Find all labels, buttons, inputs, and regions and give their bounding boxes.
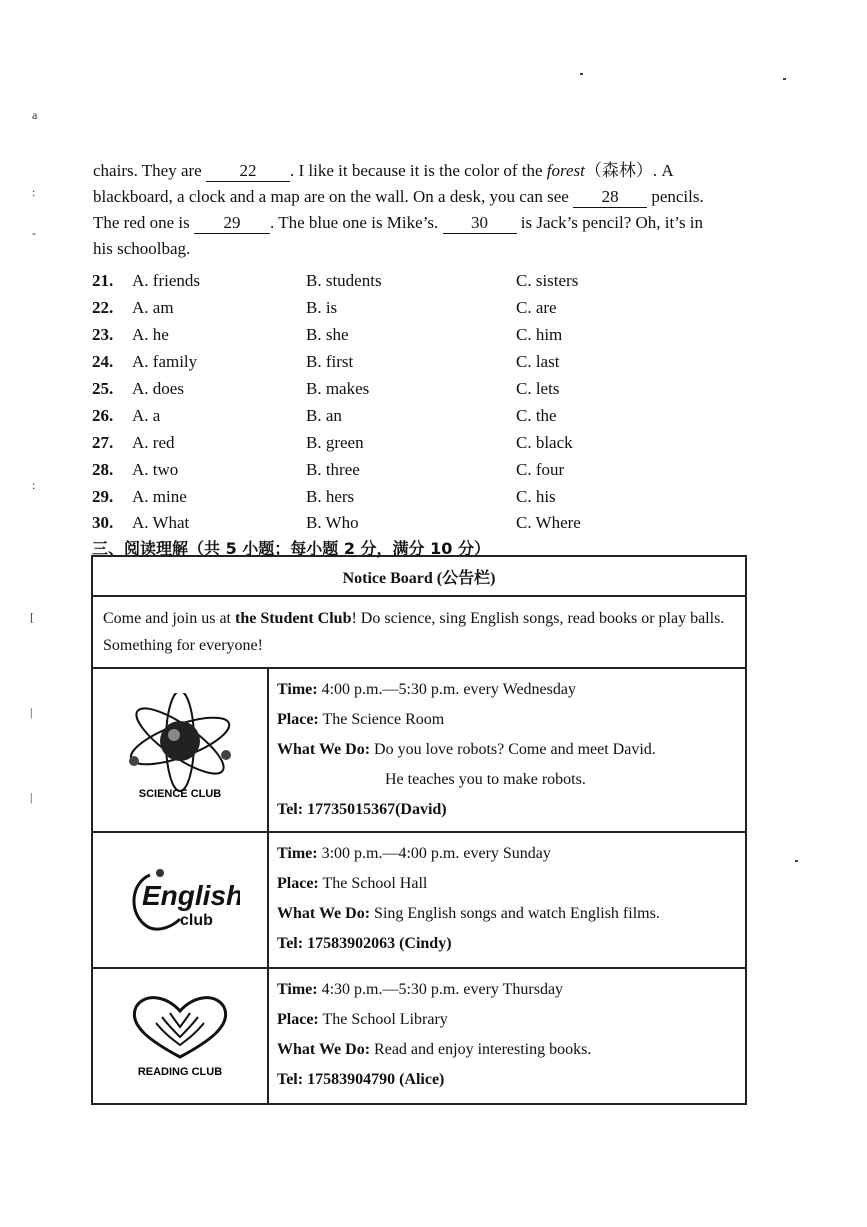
blank-22: 22 xyxy=(206,161,290,182)
option-b[interactable]: B. green xyxy=(306,432,364,452)
intro-text: Come and join us at xyxy=(103,610,231,627)
option-c[interactable]: C. Where xyxy=(516,513,581,533)
board-intro xyxy=(92,596,746,668)
passage-line xyxy=(93,210,761,236)
question-number: 23. xyxy=(92,325,114,345)
margin-mark: : xyxy=(32,478,36,492)
passage-line xyxy=(93,158,761,184)
club-place: The Science Room xyxy=(322,711,445,728)
science-club-logo xyxy=(92,668,268,832)
club-row-reading xyxy=(92,968,746,1104)
reading-club-info xyxy=(268,968,746,1104)
margin-mark: | xyxy=(30,705,33,719)
option-a[interactable]: A. does xyxy=(132,379,184,398)
blank-29: 29 xyxy=(194,213,270,234)
option-row xyxy=(92,456,712,483)
heart-book-icon xyxy=(120,989,240,1079)
passage-text: . The blue one is Mike’s. xyxy=(270,213,439,232)
option-a[interactable]: A. What xyxy=(132,513,190,533)
blank-28: 28 xyxy=(573,187,647,208)
option-row xyxy=(92,483,712,510)
option-a[interactable]: A. he xyxy=(132,325,169,345)
english-club-info xyxy=(268,832,746,968)
time-label: Time: xyxy=(277,845,318,862)
margin-mark: a xyxy=(32,108,38,122)
intro-text: ! Do science, sing English songs, read books or play balls. Something for everyone! xyxy=(103,610,725,654)
margin-mark: - xyxy=(32,226,36,240)
atom-icon xyxy=(120,693,240,803)
option-row xyxy=(92,349,712,376)
scan-speck xyxy=(783,78,786,80)
option-a[interactable]: A. red xyxy=(132,432,175,452)
club-activity: Read and enjoy interesting books. xyxy=(374,1041,592,1058)
option-b[interactable]: B. she xyxy=(306,325,349,345)
passage-text: is Jack’s pencil? Oh, it’s in xyxy=(520,213,704,232)
notice-board xyxy=(91,555,747,1105)
club-tel: Tel: 17583904790 (Alice) xyxy=(277,1071,445,1088)
club-tel: Tel: 17735015367(David) xyxy=(277,801,447,818)
margin-mark: [ xyxy=(30,610,34,624)
club-activity: Sing English songs and watch English films. xyxy=(374,905,660,922)
option-row xyxy=(92,402,712,429)
option-a[interactable]: A. family xyxy=(132,352,198,372)
option-b[interactable]: B. an xyxy=(306,405,342,425)
option-a[interactable]: A. mine xyxy=(132,486,187,506)
blank-30: 30 xyxy=(443,213,517,234)
section-heading: 三、阅读理解（共 5 小题；每小题 2 分，满分 10 分） xyxy=(92,539,490,558)
question-number: 28. xyxy=(92,459,114,479)
option-b[interactable]: B. is xyxy=(306,298,338,318)
option-c[interactable]: C. are xyxy=(516,298,557,318)
option-c[interactable]: C. four xyxy=(516,459,565,479)
reading-club-logo xyxy=(92,968,268,1104)
what-label: What We Do: xyxy=(277,1041,371,1058)
club-time: 3:00 p.m.—4:00 p.m. every Sunday xyxy=(321,845,551,862)
passage-line xyxy=(93,184,761,210)
club-row-science xyxy=(92,668,746,832)
question-number: 26. xyxy=(92,405,114,425)
margin-mark: : xyxy=(32,185,36,199)
club-place: The School Hall xyxy=(322,875,428,892)
reading-club-logo-text: READING CLUB xyxy=(137,1065,223,1078)
option-b[interactable]: B. students xyxy=(306,271,382,291)
passage-text: . I like it because it is the color of the xyxy=(289,161,543,180)
option-row xyxy=(92,510,712,537)
club-time: 4:00 p.m.—5:30 p.m. every Wednesday xyxy=(321,681,576,698)
what-label: What We Do: xyxy=(277,741,371,758)
option-c[interactable]: C. black xyxy=(516,432,573,452)
club-activity-cont: He teaches you to make robots. xyxy=(385,771,586,788)
option-row xyxy=(92,376,712,403)
passage-text: blackboard, a clock and a map are on the wall. On a desk, you can see xyxy=(93,187,569,206)
option-a[interactable]: A. friends xyxy=(132,271,200,291)
place-label: Place: xyxy=(277,711,319,728)
option-b[interactable]: B. makes xyxy=(306,379,370,398)
option-row xyxy=(92,295,712,322)
option-c[interactable]: C. sisters xyxy=(516,271,579,291)
question-number: 24. xyxy=(92,352,114,372)
science-club-info xyxy=(268,668,746,832)
option-b[interactable]: B. first xyxy=(306,352,354,372)
option-c[interactable]: C. him xyxy=(516,325,563,345)
option-c[interactable]: C. his xyxy=(516,486,556,506)
english-club-logo-text: English xyxy=(142,879,240,911)
intro-club-name: the Student Club xyxy=(234,610,352,627)
time-label: Time: xyxy=(277,981,318,998)
english-club-logo-subtext: club xyxy=(180,911,213,929)
question-number: 27. xyxy=(92,432,114,452)
question-number: 22. xyxy=(92,298,114,318)
passage-text: （森林）. A xyxy=(584,161,674,180)
margin-mark: | xyxy=(30,790,33,804)
passage-forest-word: forest xyxy=(546,161,585,180)
option-a[interactable]: A. two xyxy=(132,459,179,479)
option-row xyxy=(92,429,712,456)
option-b[interactable]: B. Who xyxy=(306,513,359,533)
option-c[interactable]: C. the xyxy=(516,405,557,425)
place-label: Place: xyxy=(277,875,319,892)
what-label: What We Do: xyxy=(277,905,371,922)
option-b[interactable]: B. hers xyxy=(306,486,355,506)
club-place: The School Library xyxy=(322,1011,448,1028)
option-a[interactable]: A. a xyxy=(132,405,161,425)
science-club-logo-text: SCIENCE CLUB xyxy=(138,787,222,800)
time-label: Time: xyxy=(277,681,318,698)
scan-speck xyxy=(795,860,798,862)
question-number: 29. xyxy=(92,486,114,506)
club-tel: Tel: 17583902063 (Cindy) xyxy=(277,935,452,952)
question-number: 21. xyxy=(92,271,114,291)
answer-options xyxy=(92,268,712,537)
place-label: Place: xyxy=(277,1011,319,1028)
club-activity: Do you love robots? Come and meet David. xyxy=(374,741,656,758)
english-club-logo xyxy=(92,832,268,968)
option-a[interactable]: A. am xyxy=(132,298,174,318)
passage-line: his schoolbag. xyxy=(93,239,191,258)
passage-text: pencils. xyxy=(651,187,704,206)
option-c[interactable]: C. last xyxy=(516,352,560,372)
scan-speck xyxy=(580,73,583,75)
cloze-passage xyxy=(93,158,761,262)
question-number: 25. xyxy=(92,379,114,398)
club-time: 4:30 p.m.—5:30 p.m. every Thursday xyxy=(321,981,564,998)
english-club-icon xyxy=(120,853,240,943)
option-b[interactable]: B. three xyxy=(306,459,360,479)
option-row xyxy=(92,322,712,349)
passage-text: The red one is xyxy=(93,213,190,232)
question-number: 30. xyxy=(92,513,114,533)
option-row xyxy=(92,268,712,295)
club-row-english xyxy=(92,832,746,968)
passage-text: chairs. They are xyxy=(93,161,202,180)
board-title: Notice Board (公告栏) xyxy=(92,556,746,596)
option-c[interactable]: C. lets xyxy=(516,379,560,398)
